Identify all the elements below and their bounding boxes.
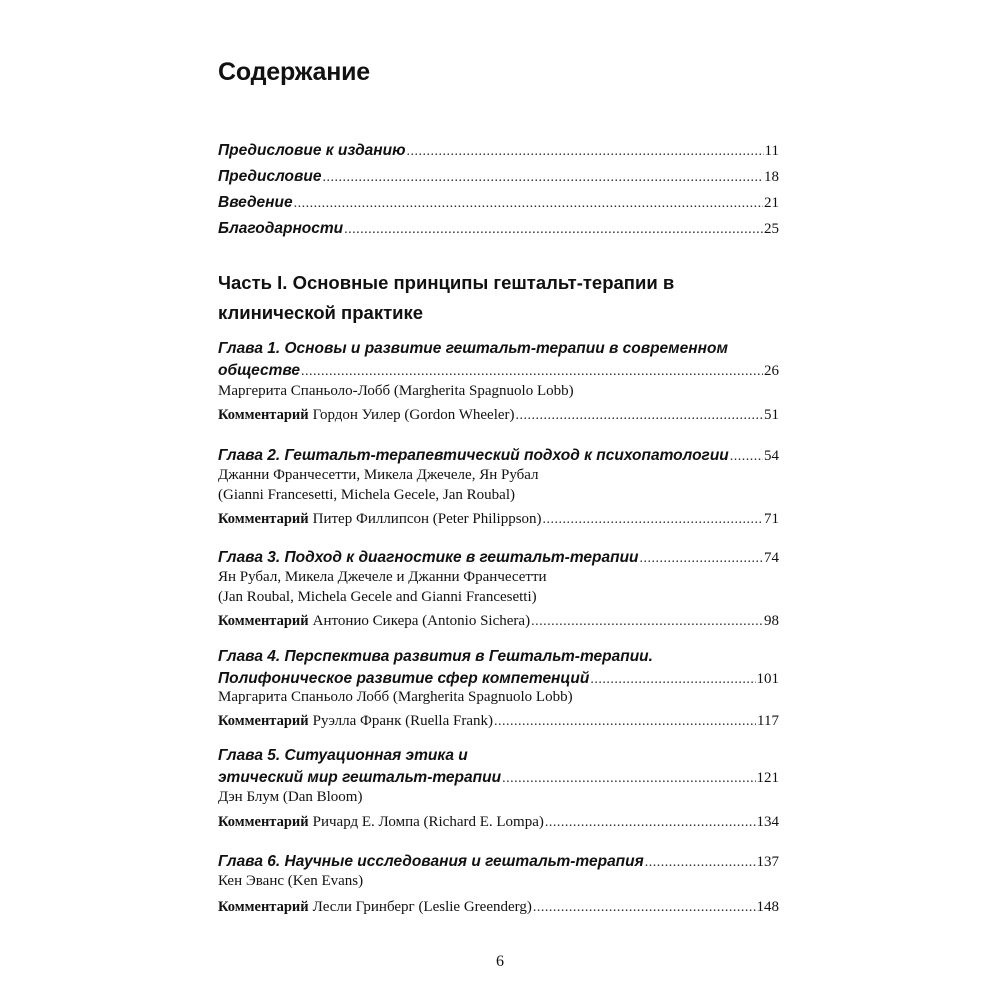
toc-page-number: 26 [764,363,779,379]
chapter-6-author: Кен Эванс (Ken Evans) [218,873,364,889]
toc-page-number: 54 [764,448,779,464]
chapter-3-author: (Jan Roubal, Michela Gecele and Gianni Francesetti) [218,589,537,605]
chapter-3-title: Глава 3. Подход к диагностике в гештальт-терапии ..... 74 [218,549,779,571]
dot-leader [344,222,763,238]
toc-page-number: 148 [756,899,779,915]
dot-leader [545,815,756,831]
dot-leader [294,196,763,212]
chapter-2-author: Джанни Франчесетти, Микела Джечеле, Ян Рубал [218,467,539,483]
toc-page-number: 101 [756,671,779,687]
chapter-4-author: Маргарита Спаньоло Лобб (Margherita Spagnuolo Lobb) [218,689,573,705]
dot-leader [533,900,756,916]
dot-leader [502,771,755,787]
toc-entry-label: Предисловие к изданию [218,142,406,159]
toc-page-number: 21 [764,195,779,211]
toc-entry-label: Предисловие [218,168,322,185]
dot-leader [516,408,763,424]
chapter-2-title: Глава 2. Гештальт-терапевтический подход к психопатологии ..... 54 [218,447,779,469]
chapter-5-title: Глава 5. Ситуационная этика и [218,747,468,764]
part-title-line: клинической практике [218,302,424,323]
toc-page-number: 137 [756,854,779,870]
chapter-4-title: Глава 4. Перспектива развития в Гештальт-терапии. [218,648,653,665]
dot-leader [301,364,763,380]
chapter-1-title: Глава 1. Основы и развитие гештальт-терапии в современном [218,340,728,357]
chapter-1-comment: Комментарий Гордон Уилер (Gordon Wheeler) ..... 51 [218,406,779,428]
dot-leader [645,855,756,871]
chapter-2-author: (Gianni Francesetti, Michela Gecele, Jan Roubal) [218,487,515,503]
chapter-5-title-end: этический мир гештальт-терапии ..... 121 [218,769,779,791]
toc-entry-label: Благодарности [218,220,344,237]
toc-page-number: 11 [764,143,779,159]
page-number-footer: 6 [496,953,504,970]
chapter-6-title: Глава 6. Научные исследования и гештальт-терапия ..... 137 [218,853,779,875]
toc-page-number: 74 [764,550,779,566]
dot-leader [640,551,763,567]
toc-page-number: 117 [757,713,779,729]
toc-page-number: 25 [764,221,779,237]
dot-leader [322,170,763,186]
toc-entry-label: Введение [218,194,293,211]
chapter-1-author: Маргерита Спаньоло-Лобб (Margherita Spagnuolo Lobb) [218,383,574,399]
chapter-4-comment: Комментарий Руэлла Франк (Ruella Frank) ..... 117 [218,712,779,734]
toc-page-number: 51 [764,407,779,423]
toc-page-number: 98 [764,613,779,629]
toc-entry-preface [218,168,779,190]
dot-leader [543,512,763,528]
dot-leader [407,144,764,160]
toc-page-number: 71 [764,511,779,527]
chapter-4-title-end: Полифоническое развитие сфер компетенций ..... 101 [218,670,779,692]
toc-entry-preface-edition [218,142,779,164]
toc-entry-introduction [218,194,779,216]
page-title: Содержание [218,58,371,86]
toc-entry-acknowledgements [218,220,779,242]
chapter-3-comment: Комментарий Антонио Сикера (Antonio Sichera) ..... 98 [218,612,779,634]
chapter-2-comment: Комментарий Питер Филлипсон (Peter Philippson) ..... 71 [218,510,779,532]
chapter-5-comment: Комментарий Ричард Е. Ломпа (Richard E. Lompa) ..... 134 [218,813,779,835]
chapter-5-author: Дэн Блум (Dan Bloom) [218,789,363,805]
toc-page-number: 18 [764,169,779,185]
toc-page-number: 121 [756,770,779,786]
toc-page-number: 134 [756,814,779,830]
dot-leader [494,714,756,730]
chapter-3-author: Ян Рубал, Микела Джечеле и Джанни Франчесетти [218,569,547,585]
chapter-6-comment: Комментарий Лесли Гринберг (Leslie Greenderg) ..... 148 [218,898,779,920]
chapter-1-title-end: обществе ..... 26 [218,362,779,384]
dot-leader [730,449,763,465]
dot-leader [531,614,763,630]
part-title [218,268,778,328]
dot-leader [590,672,755,688]
part-title-line: Часть I. Основные принципы гештальт-терапии в [218,272,675,293]
